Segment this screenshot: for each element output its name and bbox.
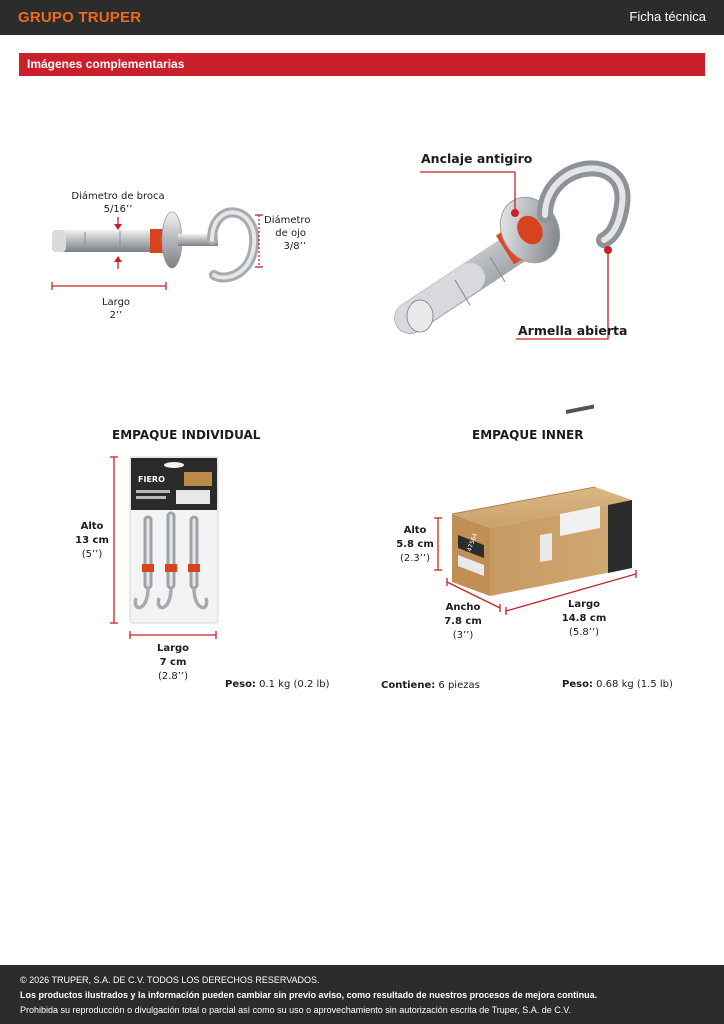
brand-logo: GRUPO TRUPER — [18, 9, 142, 26]
individual-length-label: Largo — [156, 643, 190, 654]
inner-height-cm: 5.8 cm — [396, 539, 434, 550]
inner-contents-key: Contiene: — [381, 680, 436, 691]
individual-height-in: (5’’) — [81, 549, 103, 560]
inner-weight-value: 0.68 kg (1.5 lb) — [596, 679, 673, 690]
open-eye-label: Armella abierta — [518, 323, 628, 338]
card-brand-logo: FIERO — [138, 475, 165, 484]
inner-length-in: (5.8’’) — [568, 627, 600, 638]
length-label: Largo — [101, 297, 131, 308]
individual-weight — [225, 679, 330, 690]
individual-length-cm: 7 cm — [159, 657, 187, 668]
eye-diameter-label-2: de ojo — [275, 228, 306, 239]
individual-weight-key: Peso: — [225, 679, 256, 690]
inner-weight — [562, 679, 673, 690]
inner-width-label: Ancho — [445, 602, 481, 613]
inner-width-cm: 7.8 cm — [444, 616, 482, 627]
small-anchor-image — [52, 212, 254, 277]
individual-height-cm: 13 cm — [75, 535, 109, 546]
eye-diameter-value: 3/8’’ — [283, 241, 306, 252]
footer-prohibition: Prohibida su reproducción o divulgación total o parcial así como su uso o aprovechamiento sin autorización escrita de Truper, S.A. de C.V. — [20, 1005, 571, 1015]
footer-copyright: © 2026 TRUPER, S.A. DE C.V. TODOS LOS DERECHOS RESERVADOS. — [20, 975, 320, 985]
inner-contents — [381, 680, 480, 691]
length-value: 2’’ — [109, 310, 123, 321]
inner-length-cm: 14.8 cm — [561, 613, 607, 624]
inner-length-label: Largo — [567, 599, 601, 610]
inner-width-in: (3’’) — [452, 630, 474, 641]
document-type: Ficha técnica — [629, 9, 706, 24]
individual-weight-value: 0.1 kg (0.2 lb) — [259, 679, 330, 690]
section-title: Imágenes complementarias — [27, 57, 185, 71]
anti-rotation-anchor-label: Anclaje antigiro — [421, 151, 533, 166]
inner-height-label: Alto — [403, 525, 427, 536]
individual-length-in: (2.8’’) — [157, 671, 189, 682]
inner-contents-value: 6 piezas — [438, 680, 480, 691]
bit-diameter-value: 5/16’’ — [103, 204, 133, 215]
footer-notice: Los productos ilustrados y la información pueden cambiar sin previo aviso, como resultado de nuestros procesos de mejora continua. — [20, 990, 598, 1000]
inner-height-in: (2.3’’) — [399, 553, 431, 564]
individual-height-label: Alto — [80, 521, 104, 532]
eye-diameter-label-1: Diámetro — [264, 215, 311, 226]
individual-package-title: EMPAQUE INDIVIDUAL — [112, 428, 261, 442]
footer — [0, 965, 724, 1024]
bit-diameter-label: Diámetro de broca — [71, 191, 165, 202]
inner-package-title: EMPAQUE INNER — [472, 428, 584, 442]
inner-weight-key: Peso: — [562, 679, 593, 690]
box-code-label: 47564 — [465, 532, 480, 553]
